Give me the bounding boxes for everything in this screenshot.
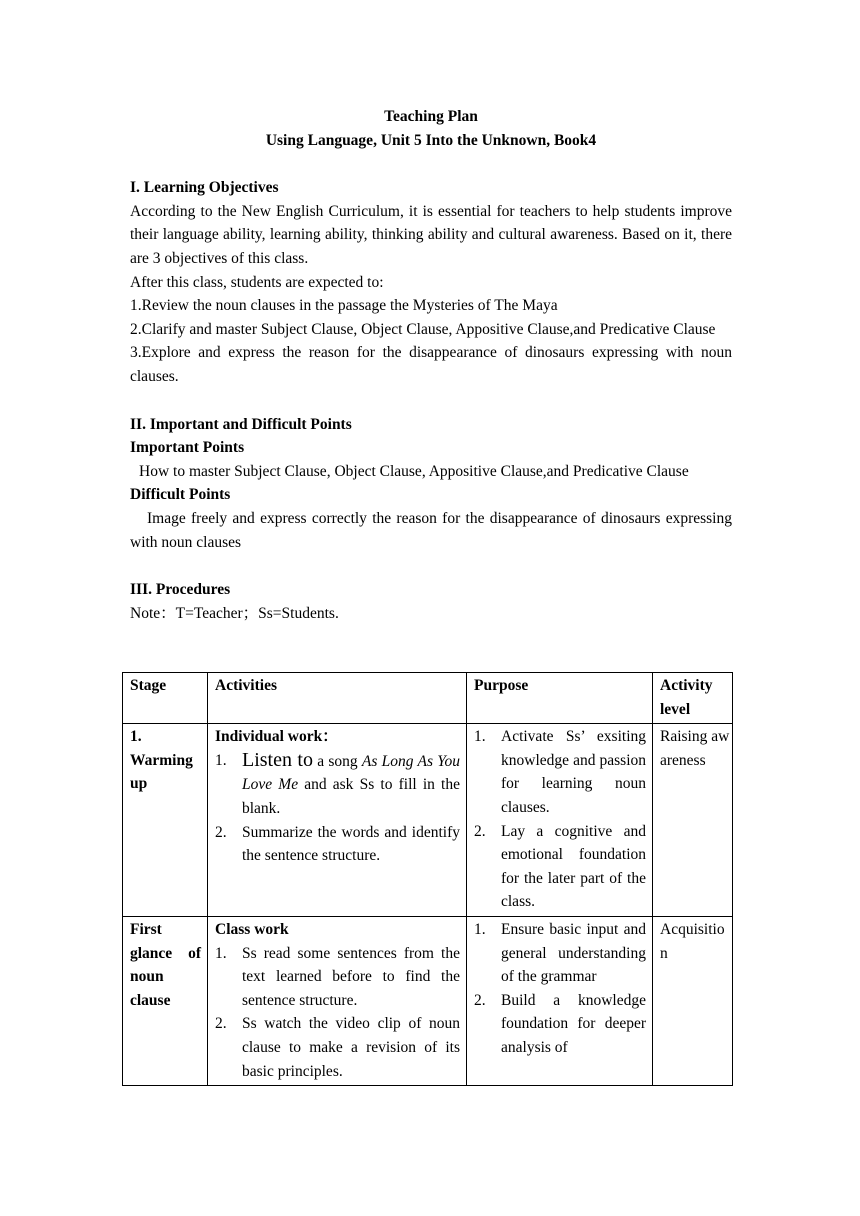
- important-points-heading: Important Points: [130, 439, 245, 457]
- objective-1: 1.Review the noun clauses in the passage the Mysteries of The Maya: [130, 297, 558, 315]
- important-points-text: How to master Subject Clause, Object Clause, Appositive Clause,and Predicative Clause: [139, 462, 689, 480]
- purpose-list: [474, 918, 646, 1060]
- table-row: [123, 724, 733, 917]
- stage-cell: 1. Warming up: [123, 724, 208, 917]
- stage-cell: First glance of noun clause: [123, 916, 208, 1085]
- procedures-table: [122, 672, 733, 1086]
- list-item: 1. Ss read some sentences from the text learned before to find the sentence structure.: [215, 944, 460, 1009]
- list-item: 2. Lay a cognitive and emotional foundation for the later part of the class.: [474, 822, 646, 911]
- page-subtitle: Using Language, Unit 5 Into the Unknown, Book4: [265, 131, 597, 149]
- section-heading-objectives: I. Learning Objectives: [130, 179, 279, 197]
- difficult-points-heading: Difficult Points: [130, 486, 231, 504]
- document-body: [130, 105, 732, 625]
- objectives-lead: After this class, students are expected to:: [130, 273, 384, 291]
- list-item: 1. Ensure basic input and general understanding of the grammar: [474, 920, 646, 986]
- list-item: 2. Summarize the words and identify the sentence structure.: [215, 823, 460, 865]
- activities-cell: [208, 916, 467, 1085]
- header-activities: Activities: [208, 673, 467, 724]
- page-title: Teaching Plan: [384, 108, 478, 125]
- objective-2: 2.Clarify and master Subject Clause, Object Clause, Appositive Clause,and Predicative Clause: [130, 320, 716, 338]
- activity-list: [215, 942, 460, 1084]
- work-type: Individual work：: [215, 728, 338, 746]
- purpose-list: [474, 725, 646, 914]
- section-heading-procedures: III. Procedures: [130, 581, 231, 599]
- purpose-cell: [467, 916, 653, 1085]
- activity-level-cell: Raising awareness: [653, 724, 733, 917]
- list-item: 2. Build a knowledge foundation for deeper analysis of: [474, 991, 646, 1056]
- table-header-row: [123, 673, 733, 724]
- section-heading-points: II. Important and Difficult Points: [130, 415, 352, 433]
- header-activity-level: Activity level: [653, 673, 733, 724]
- header-stage: Stage: [123, 673, 208, 724]
- activity-list: [215, 749, 460, 868]
- objective-3: 3.Explore and express the reason for the disappearance of dinosaurs expressing with noun clauses.: [130, 344, 732, 385]
- work-type: Class work: [215, 920, 289, 938]
- purpose-cell: [467, 724, 653, 917]
- list-item: 1. Activate Ss’ exsiting knowledge and passion for learning noun clauses.: [474, 728, 646, 816]
- list-item: 1. Listen to a song As Long As You Love Me and ask Ss to fill in the blank.: [215, 748, 460, 817]
- difficult-points-text: Image freely and express correctly the reason for the disappearance of dinosaurs expressing with noun clauses: [130, 509, 732, 551]
- objectives-intro: According to the New English Curriculum, it is essential for teachers to help students improve their language ability, learning ability, thinking ability and cultural awareness. Based on it, there are 3 objectives of this class.: [130, 202, 732, 267]
- list-item: 2. Ss watch the video clip of noun clause to make a revision of its basic principles.: [215, 1015, 460, 1080]
- activity-level-cell: Acquisition: [653, 916, 733, 1085]
- song-title: As Long As You Love Me: [242, 752, 460, 794]
- activities-cell: [208, 724, 467, 917]
- procedures-note: Note：T=Teacher；Ss=Students.: [130, 604, 339, 622]
- table-row: [123, 916, 733, 1085]
- header-purpose: Purpose: [467, 673, 653, 724]
